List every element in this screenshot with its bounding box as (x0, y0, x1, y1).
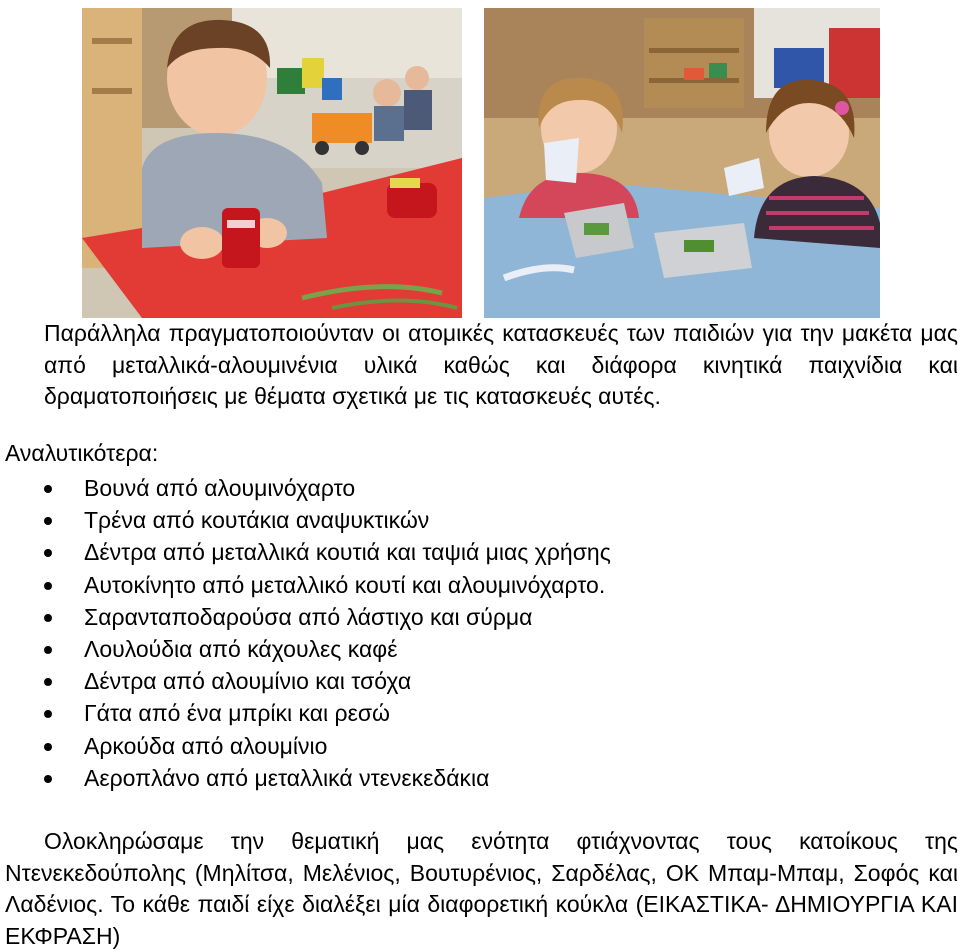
list-item-text: Αεροπλάνο από μεταλλικά ντενεκεδάκια (84, 764, 490, 791)
list-item (0, 697, 611, 729)
bullet-icon (44, 582, 52, 590)
bullet-icon (44, 743, 52, 751)
list-item-text: Γάτα από ένα μπρίκι και ρεσώ (84, 700, 391, 727)
boy-with-can-photo (82, 8, 462, 318)
list-item (0, 569, 611, 601)
bullet-icon (44, 678, 52, 686)
bullet-icon (44, 646, 52, 654)
list-item-text: Λουλούδια από κάχουλες καφέ (84, 635, 398, 662)
list-item-text: Σαρανταποδαρούσα από λάστιχο και σύρμα (84, 603, 533, 630)
list-item (0, 536, 611, 568)
list-item (0, 601, 611, 633)
closing-paragraph (5, 826, 958, 952)
list-item-text: Βουνά από αλουμινόχαρτο (84, 475, 356, 501)
intro-paragraph: Παράλληλα πραγματοποιούνταν οι ατομικές κατασκευές των παιδιών για την μακέτα μας από μεταλλικά-αλουμινένια υλικά καθώς και διάφορα κινητικά παιχνίδια και δραματοποιήσεις με θέματα σχετικά με τις κατασκευές αυτές. (44, 320, 958, 409)
constructions-list (0, 472, 611, 794)
list-item (0, 472, 611, 504)
list-item (0, 633, 611, 665)
list-item-text: Τρένα από κουτάκια αναψυκτικών (84, 507, 430, 534)
bullet-icon (44, 614, 52, 622)
list-item-text: Αρκούδα από αλουμίνιο (84, 732, 328, 759)
closing-paragraph-text: Ολοκληρώσαμε την θεματική μας ενότητα φτιάχνοντας τους κατοίκους της Ντενεκεδούπολης (Μηλίτσα, Μελένιος, Βουτυρένιος, Σαρδέλας, ΟΚ Μπαμ-Μπαμ, Σοφός και Λαδένιος. Το κάθε παιδί είχε διαλέξει μία διαφορετική κούκλα (ΕΙΚΑΣΤΙΚΑ- ΔΗΜΙΟΥΡΓΙΑ ΚΑΙ ΕΚΦΡΑΣΗ) (5, 828, 958, 949)
bullet-icon (44, 485, 52, 493)
details-heading: Αναλυτικότερα: (5, 440, 159, 466)
list-item (0, 762, 611, 794)
bullet-icon (44, 517, 52, 525)
list-item-text: Δέντρα από μεταλλικά κουτιά και ταψιά μιας χρήσης (84, 539, 611, 566)
list-item (0, 665, 611, 697)
girls-crafting-photo (484, 8, 880, 318)
list-item-text: Δέντρα από αλουμίνιο και τσόχα (84, 668, 412, 695)
bullet-icon (44, 710, 52, 718)
list-item (0, 504, 611, 536)
list-item (0, 730, 611, 762)
list-item-text: Αυτοκίνητο από μεταλλικό κουτί και αλουμινόχαρτο. (84, 571, 606, 598)
bullet-icon (44, 549, 52, 557)
bullet-icon (44, 775, 52, 783)
